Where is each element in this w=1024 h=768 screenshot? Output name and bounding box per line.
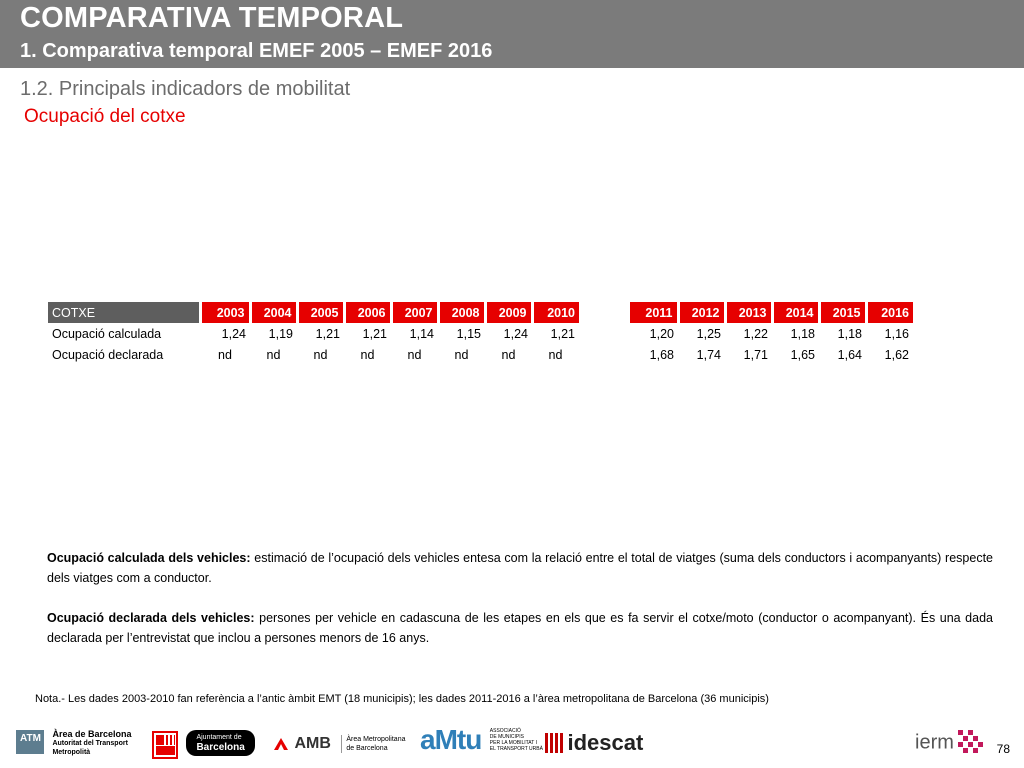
- page-subtitle: 1. Comparativa temporal EMEF 2005 – EMEF 2016: [20, 40, 493, 62]
- occupancy-table-2003-2010: [48, 302, 579, 365]
- table-cell: nd: [218, 347, 232, 362]
- amtu-text: ASSOCIACIÓ: [489, 728, 521, 734]
- amtu-wordmark: aMtu: [420, 724, 482, 755]
- definition-calculated: [47, 548, 993, 588]
- year-header: 2016: [866, 302, 913, 323]
- amtu-text: DE MUNICIPIS: [489, 734, 524, 740]
- table-cell: 1,21: [315, 326, 340, 341]
- ajuntament-logo: [150, 730, 255, 760]
- section-title: 1.2. Principals indicadors de mobilitat: [20, 78, 351, 100]
- header-bar: [0, 0, 1024, 68]
- logo-strip: [0, 722, 1024, 768]
- amb-wordmark: AMB: [294, 735, 331, 752]
- definition-declared: [47, 608, 993, 648]
- table-row: [630, 323, 913, 344]
- table-cell: 1,14: [409, 326, 434, 341]
- table-header-row: [630, 302, 913, 323]
- occupancy-table-2011-2016: [630, 302, 913, 365]
- table-cell: 1,74: [696, 347, 721, 362]
- amb-logo: [272, 735, 406, 753]
- amtu-logo: [420, 724, 543, 756]
- table-cell: 1,71: [743, 347, 768, 362]
- ajuntament-text: Barcelona: [196, 742, 245, 753]
- table-label-header: COTXE: [48, 302, 200, 323]
- table-cell: nd: [266, 347, 281, 362]
- table-cell: 1,21: [550, 326, 575, 341]
- table-row: [630, 344, 913, 365]
- table-header-row: [48, 302, 579, 323]
- idescat-stripes-icon: [545, 731, 563, 755]
- iermb-pixel-icon: [958, 728, 984, 758]
- table-cell: 1,25: [696, 326, 721, 341]
- idescat-wordmark: idescat: [567, 730, 644, 755]
- table-cell: 1,68: [649, 347, 674, 362]
- definition-text: persones per vehicle en cadascuna de les etapes en els que es fa servir el cotxe/moto (conductor o acompanyant). És una dada declarada per l’entrevistat que inclou a persones menors de 16 anys.: [47, 611, 993, 645]
- definition-term: Ocupació calculada dels vehicles:: [47, 551, 251, 565]
- atm-badge: ATM: [16, 730, 44, 754]
- iermb-wordmark: ierm: [915, 731, 954, 754]
- year-header: 2010: [532, 302, 579, 323]
- idescat-logo: [545, 730, 643, 756]
- definitions-block: [47, 548, 993, 668]
- year-header: 2006: [344, 302, 391, 323]
- amb-chevron-icon: [272, 736, 290, 752]
- table-cell: 1,18: [790, 326, 815, 341]
- atm-logo: [16, 730, 132, 757]
- page-number: 78: [996, 742, 1010, 756]
- table-cell: 1,21: [362, 326, 387, 341]
- row-label: Ocupació calculada: [52, 326, 162, 341]
- atm-text-line: Metropolità: [52, 749, 91, 756]
- atm-text-line: Autoritat del Transport: [52, 740, 128, 747]
- atm-text-line: Àrea de Barcelona: [52, 729, 132, 739]
- ajuntament-text: Ajuntament de: [196, 734, 242, 741]
- table-cell: nd: [548, 347, 563, 362]
- amtu-text: PER LA MOBILITAT I: [489, 740, 538, 746]
- table-cell: nd: [454, 347, 469, 362]
- table-cell: 1,22: [743, 326, 768, 341]
- table-cell: 1,62: [884, 347, 909, 362]
- table-row: [48, 344, 579, 365]
- table-cell: 1,64: [837, 347, 862, 362]
- year-header: 2013: [725, 302, 772, 323]
- footnote: Nota.- Les dades 2003-2010 fan referència a l’antic àmbit EMT (18 municipis); les dades 2011-2016 a l’àrea metropolitana de Barcelona (36 municipis): [35, 693, 769, 705]
- section-subtitle: Ocupació del cotxe: [24, 106, 186, 127]
- definition-text: estimació de l’ocupació dels vehicles entesa com la relació entre el total de viatges (suma dels conductors i acompanyants) respecte dels viatges com a conductor.: [47, 551, 993, 585]
- ajuntament-shield-icon: [150, 730, 180, 760]
- year-header: 2014: [772, 302, 819, 323]
- year-header: 2007: [391, 302, 438, 323]
- amb-text: de Barcelona: [346, 745, 388, 752]
- year-header: 2011: [630, 302, 678, 323]
- table-cell: nd: [407, 347, 422, 362]
- year-header: 2009: [485, 302, 532, 323]
- year-header: 2012: [678, 302, 725, 323]
- row-label: Ocupació declarada: [52, 347, 164, 362]
- table-cell: 1,15: [456, 326, 481, 341]
- year-header: 2008: [438, 302, 485, 323]
- table-row: [48, 323, 579, 344]
- table-cell: nd: [360, 347, 375, 362]
- year-header: 2015: [819, 302, 866, 323]
- year-header: 2005: [297, 302, 344, 323]
- table-cell: 1,16: [884, 326, 909, 341]
- table-cell: nd: [501, 347, 516, 362]
- page-title: COMPARATIVA TEMPORAL: [20, 2, 404, 34]
- iermb-logo: [915, 728, 984, 758]
- year-header: 2003: [200, 302, 250, 323]
- amtu-text: EL TRANSPORT URBÀ: [489, 746, 543, 752]
- table-cell: nd: [313, 347, 328, 362]
- table-cell: 1,20: [649, 326, 674, 341]
- table-cell: 1,65: [790, 347, 815, 362]
- table-cell: 1,19: [268, 326, 293, 341]
- table-cell: 1,24: [221, 326, 246, 341]
- year-header: 2004: [250, 302, 297, 323]
- table-cell: 1,18: [837, 326, 862, 341]
- definition-term: Ocupació declarada dels vehicles:: [47, 611, 255, 625]
- amb-text: Àrea Metropolitana: [346, 736, 406, 743]
- table-cell: 1,24: [503, 326, 528, 341]
